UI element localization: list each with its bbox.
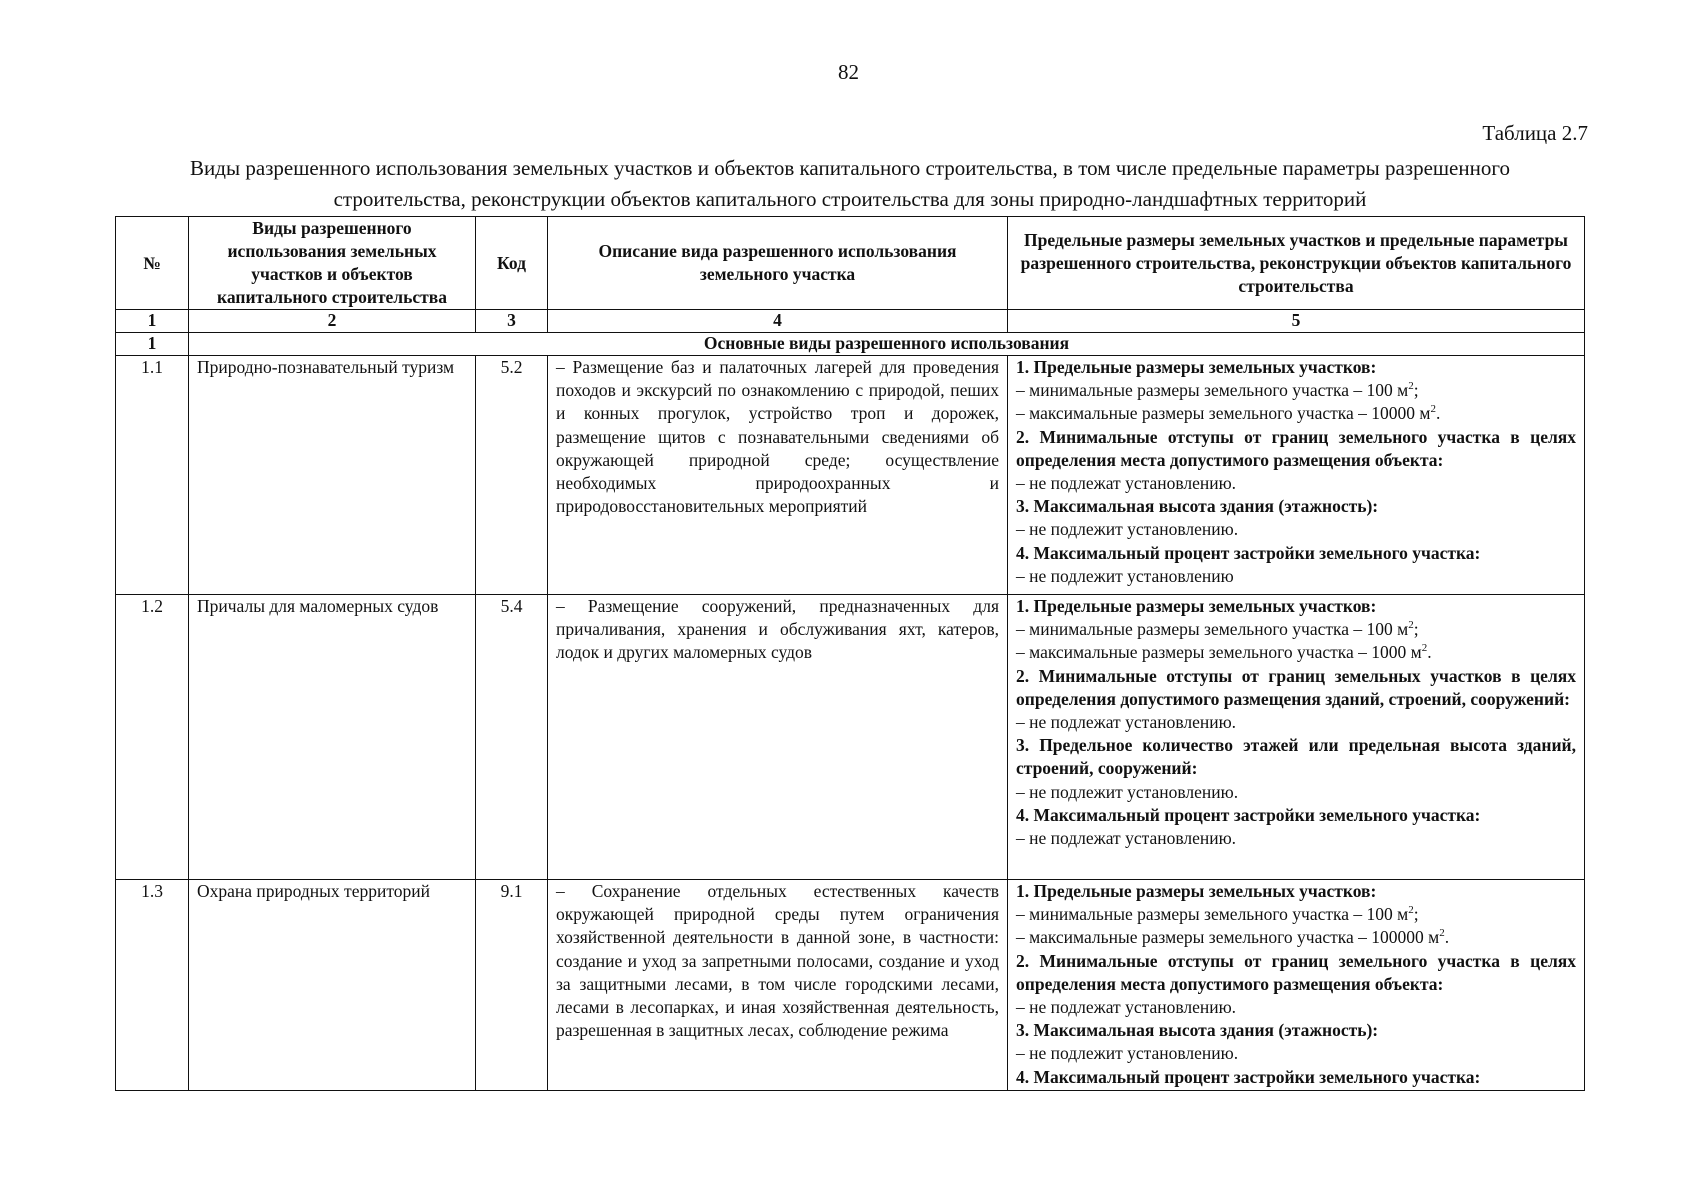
land-use-table	[115, 216, 1585, 1091]
row-params	[1008, 356, 1585, 595]
row-description: – Сохранение отдельных естественных качеств окружающей природной среды путем ограничения хозяйственной деятельности в данной зоне, в частности: создание и уход за запретными полосами, создание и уход за защитными лесами, в том числе городскими лесами, лесами в лесопарках, и иная хозяйственная деятельность, разрешенная в защитных лесах, соблюдение режима	[548, 880, 1008, 1091]
header-num: №	[116, 217, 189, 310]
section-num: 1	[116, 333, 189, 356]
header-params: Предельные размеры земельных участков и предельные параметры разрешенного строительства, реконструкции объектов капитального строительства	[1008, 217, 1585, 310]
param-value: – не подлежат установлению.	[1016, 473, 1237, 494]
header-code: Код	[476, 217, 548, 310]
page-number: 82	[838, 60, 859, 84]
table-header-row	[116, 217, 1585, 310]
param-value: – не подлежит установлению.	[1016, 781, 1239, 802]
row-num: 1.3	[116, 880, 189, 1091]
column-number: 1	[116, 310, 189, 333]
param-value: – максимальные размеры земельного участка – 10000 $м^2$.	[1016, 403, 1441, 424]
row-params	[1008, 595, 1585, 880]
param-value: – максимальные размеры земельного участка – 100000 $м^2$.	[1016, 927, 1450, 948]
param-heading: 4. Максимальный процент застройки земельного участка:	[1016, 804, 1481, 825]
header-type: Виды разрешенного использования земельных участков и объектов капитального строительства	[189, 217, 476, 310]
param-heading: 1. Предельные размеры земельных участков:	[1016, 596, 1377, 616]
param-heading: 1. Предельные размеры земельных участков:	[1016, 357, 1377, 377]
unit-superscript: 2	[1408, 619, 1414, 632]
unit-superscript: 2	[1439, 927, 1445, 940]
section-row	[116, 333, 1585, 356]
param-value: – не подлежит установлению.	[1016, 519, 1239, 540]
param-value: – не подлежат установлению.	[1016, 997, 1237, 1018]
row-type: Причалы для маломерных судов	[189, 595, 476, 880]
param-heading: 1. Предельные размеры земельных участков:	[1016, 881, 1377, 901]
column-numbers-row	[116, 310, 1585, 333]
row-description: – Размещение сооружений, предназначенных для причаливания, хранения и обслуживания яхт, катеров, лодок и других маломерных судов	[548, 595, 1008, 880]
row-type: Охрана природных территорий	[189, 880, 476, 1091]
row-code: 5.2	[476, 356, 548, 595]
unit-superscript: 2	[1430, 403, 1436, 416]
param-value: – не подлежит установлению.	[1016, 1043, 1239, 1064]
row-num: 1.2	[116, 595, 189, 880]
column-number: 2	[189, 310, 476, 333]
param-value: – не подлежит установлению	[1016, 565, 1234, 586]
row-num: 1.1	[116, 356, 189, 595]
row-type: Природно-познавательный туризм	[189, 356, 476, 595]
param-value: – минимальные размеры земельного участка – 100 $м^2$;	[1016, 380, 1419, 401]
param-heading: 2. Минимальные отступы от границ земельных участков в целях определения допустимого размещения зданий, строений, сооружений:	[1016, 665, 1576, 709]
unit-superscript: 2	[1421, 642, 1428, 655]
param-value: – минимальные размеры земельного участка – 100 $м^2$;	[1016, 904, 1419, 925]
param-value: – не подлежат установлению.	[1016, 712, 1237, 733]
param-value: – максимальные размеры земельного участка – 1000 $м^2$.	[1016, 642, 1432, 663]
param-heading: 2. Минимальные отступы от границ земельного участка в целях определения места допустимого размещения объекта:	[1016, 426, 1576, 470]
row-description: – Размещение баз и палаточных лагерей для проведения походов и экскурсий по ознакомлению с природой, пеших и конных прогулок, устройство троп и дорожек, размещение щитов с познавательными сведениями об окружающей природной среде; осуществление необходимых природоохранных и природовосстановительных мероприятий	[548, 356, 1008, 595]
table-row	[116, 595, 1585, 880]
unit-superscript: 2	[1408, 904, 1414, 917]
param-heading: 3. Максимальная высота здания (этажность):	[1016, 496, 1379, 517]
column-number: 5	[1008, 310, 1585, 333]
table-row	[116, 356, 1585, 595]
column-number: 4	[548, 310, 1008, 333]
unit-superscript: 2	[1408, 380, 1414, 393]
param-value: – не подлежат установлению.	[1016, 828, 1237, 849]
param-heading: 3. Предельное количество этажей или предельная высота зданий, строений, сооружений:	[1016, 735, 1576, 779]
row-params	[1008, 880, 1585, 1091]
param-heading: 4. Максимальный процент застройки земельного участка:	[1016, 542, 1481, 563]
table-label: Таблица 2.7	[1482, 121, 1588, 145]
param-heading: 4. Максимальный процент застройки земельного участка:	[1016, 1066, 1481, 1087]
column-number: 3	[476, 310, 548, 333]
table-row	[116, 880, 1585, 1091]
param-heading: 2. Минимальные отступы от границ земельного участка в целях определения места допустимого размещения объекта:	[1016, 950, 1576, 994]
row-code: 5.4	[476, 595, 548, 880]
param-value: – минимальные размеры земельного участка – 100 $м^2$;	[1016, 619, 1419, 640]
row-code: 9.1	[476, 880, 548, 1091]
document-title: Виды разрешенного использования земельных участков и объектов капитального строительства, в том числе предельные параметры разрешенного строительства, реконструкции объектов капитального строительства для зоны природно-ландшафтных территорий	[190, 156, 1510, 211]
section-title: Основные виды разрешенного использования	[189, 333, 1585, 356]
header-description: Описание вида разрешенного использования земельного участка	[548, 217, 1008, 310]
param-heading: 3. Максимальная высота здания (этажность):	[1016, 1020, 1379, 1041]
